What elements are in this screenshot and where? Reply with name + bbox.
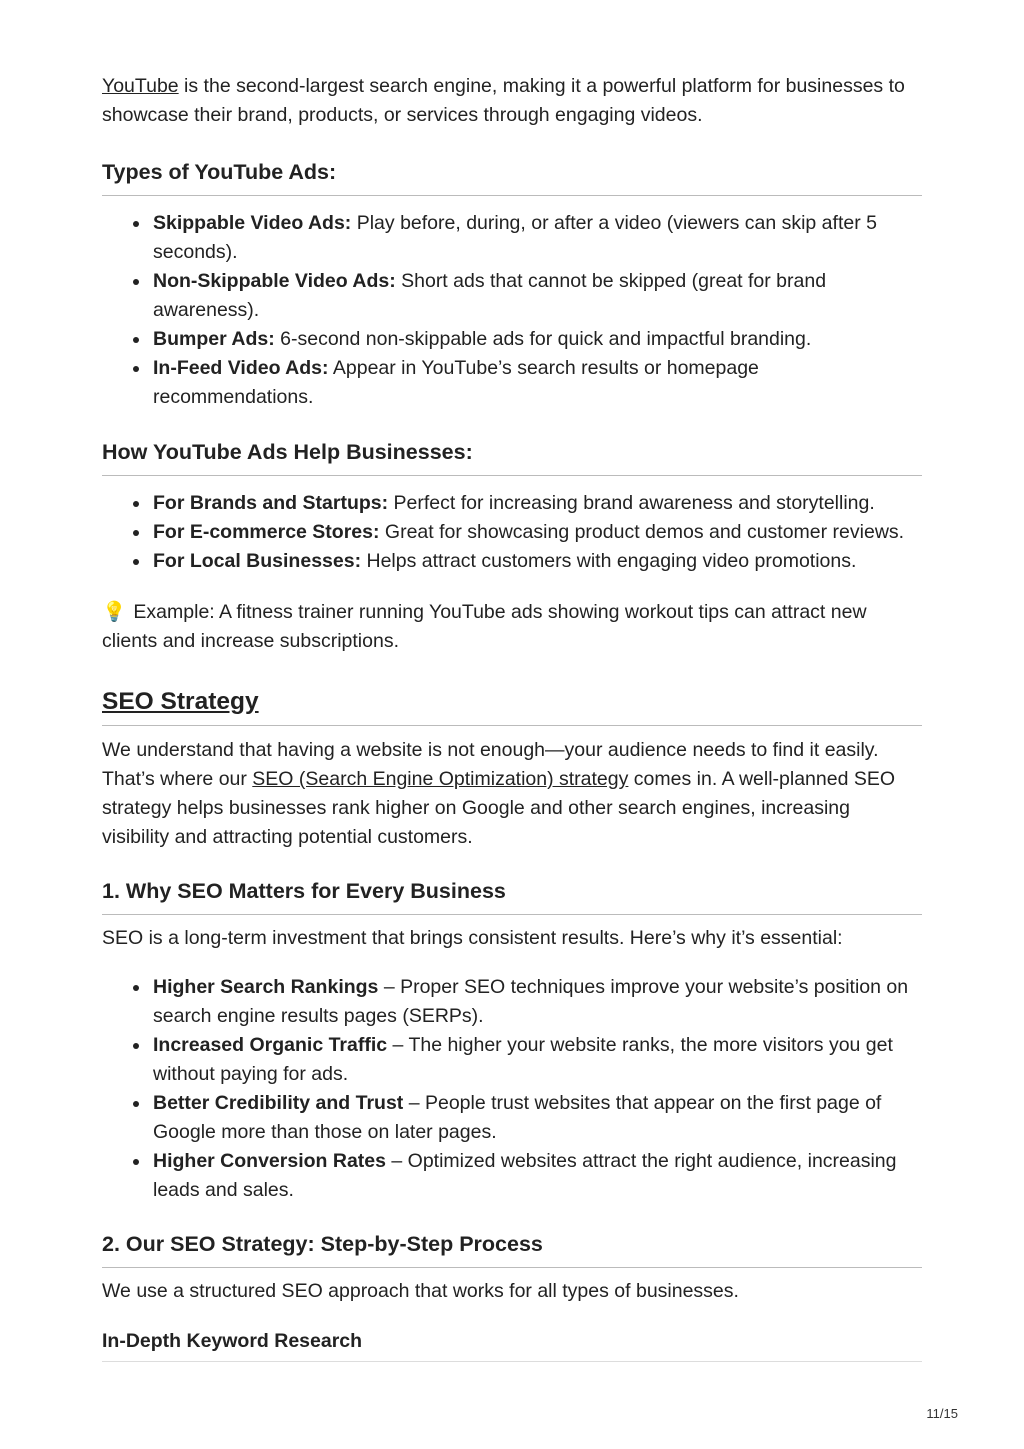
list-item: Bumper Ads: 6-second non-skippable ads for quick and impactful branding. [153,325,922,354]
lightbulb-icon: 💡 [102,601,127,623]
list-item: For E-commerce Stores: Great for showcasing product demos and customer reviews. [153,518,922,547]
seo-strategy-inline-link[interactable]: SEO (Search Engine Optimization) strategy [252,768,629,790]
list-item: Better Credibility and Trust – People trust websites that appear on the first page of Google more than those on later pages. [153,1089,922,1147]
help-list [102,489,922,576]
seo-process-intro: We use a structured SEO approach that works for all types of businesses. [102,1280,739,1302]
list-item: Higher Search Rankings – Proper SEO techniques improve your website’s position on search engine results pages (SERPs). [153,973,922,1031]
list-item: In-Feed Video Ads: Appear in YouTube’s search results or homepage recommendations. [153,354,922,412]
list-item: Increased Organic Traffic – The higher your website ranks, the more visitors you get without paying for ads. [153,1031,922,1089]
why-seo-list [102,973,922,1205]
page-number: 11/15 [926,1406,958,1421]
seo-intro-paragraph: We understand that having a website is not enough—your audience needs to find it easily. That’s where our SEO (Search Engine Optimization) strategy comes in. A well-planned SEO strategy helps businesses rank higher on Google and other search engines, increasing visibility and attracting potential customers. [102,739,896,848]
intro-paragraph [102,72,922,130]
list-item: Higher Conversion Rates – Optimized websites attract the right audience, increasing leads and sales. [153,1147,922,1205]
document-page [102,72,922,1362]
list-item: Skippable Video Ads: Play before, during, or after a video (viewers can skip after 5 seconds). [153,209,922,267]
list-item: For Brands and Startups: Perfect for increasing brand awareness and storytelling. [153,489,922,518]
why-seo-heading: 1. Why SEO Matters for Every Business [102,877,922,915]
help-heading: How YouTube Ads Help Businesses: [102,438,922,476]
example-text: Example: A fitness trainer running YouTube ads showing workout tips can attract new clients and increase subscriptions. [102,601,867,652]
list-item: Non-Skippable Video Ads: Short ads that cannot be skipped (great for brand awareness). [153,267,922,325]
list-item: For Local Businesses: Helps attract customers with engaging video promotions. [153,547,922,576]
youtube-link[interactable]: YouTube [102,75,179,97]
types-heading: Types of YouTube Ads: [102,158,922,196]
keyword-research-heading: In-Depth Keyword Research [102,1328,922,1362]
seo-process-heading: 2. Our SEO Strategy: Step-by-Step Process [102,1230,922,1268]
why-seo-intro: SEO is a long-term investment that brings consistent results. Here’s why it’s essential: [102,927,843,949]
seo-heading [102,686,922,726]
example-paragraph [102,598,922,656]
types-list [102,209,922,412]
seo-strategy-link[interactable]: SEO Strategy [102,688,259,715]
intro-text: is the second-largest search engine, making it a powerful platform for businesses to showcase their brand, products, or services through engaging videos. [102,75,905,126]
